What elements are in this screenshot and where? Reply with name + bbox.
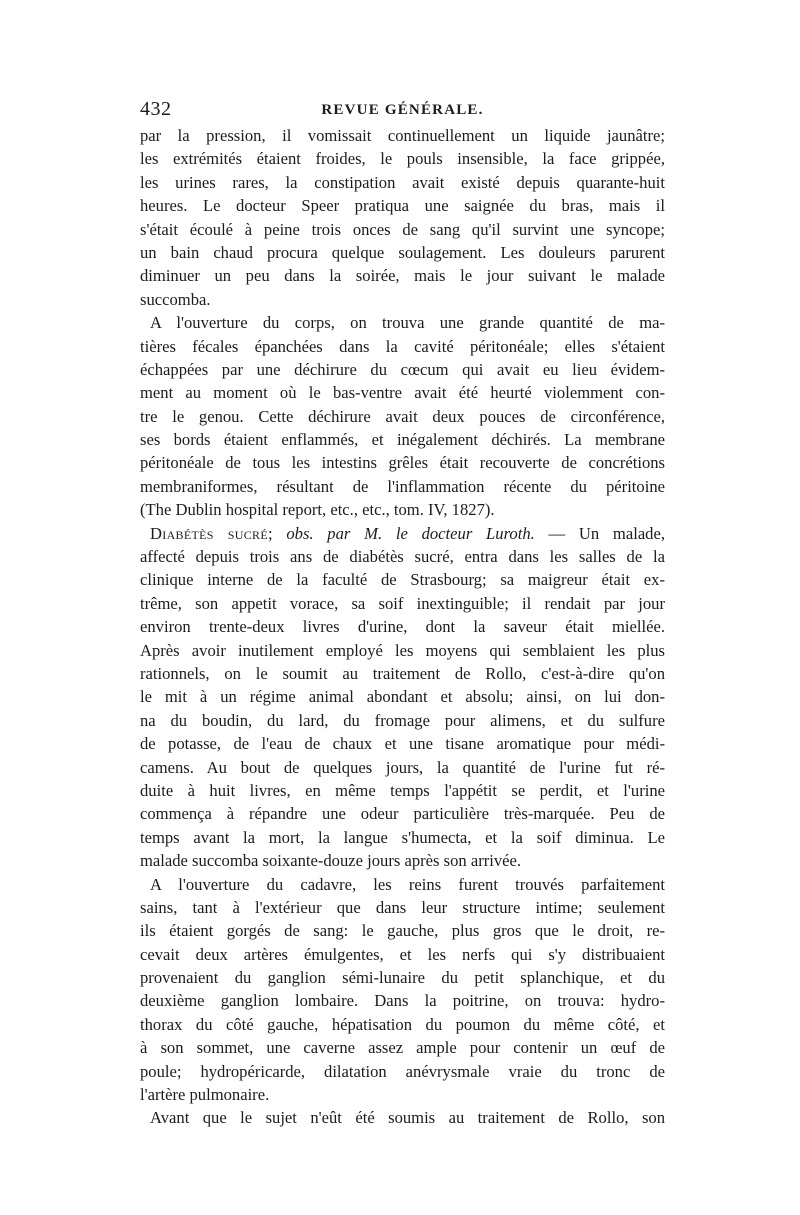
text-line: succomba.: [140, 289, 211, 309]
running-head: REVUE GÉNÉRALE.: [321, 102, 484, 118]
text-line: thorax du côté gauche, hépatisation du poumon du même côté, et: [140, 1014, 665, 1034]
line-text: — Un malade,: [548, 523, 665, 543]
text-line: camens. Au bout de quelques jours, la quantité de l'urine fut ré-: [140, 757, 665, 777]
text-line: diminuer un peu dans la soirée, mais le jour suivant le malade: [140, 266, 665, 286]
text-line: affecté depuis trois ans de diabétès sucré, entra dans les salles de la: [140, 547, 665, 567]
text-line: l'artère pulmonaire.: [140, 1085, 270, 1105]
page-header: [140, 98, 665, 126]
text-line: temps avant la mort, la langue s'humecta, et la soif diminua. Le: [140, 827, 665, 847]
text-line: rationnels, on le soumit au traitement de Rollo, c'est-à-dire qu'on: [140, 663, 665, 683]
text-line: échappées par une déchirure du cœcum qui avait eu lieu évidem-: [140, 359, 665, 379]
text-line: malade succomba soixante-douze jours après son arrivée.: [140, 851, 522, 871]
text-line: poule; hydropéricarde, dilatation anévrysmale vraie du tronc de: [140, 1061, 665, 1081]
text-line: Diabétès sucré; obs. par M. le docteur Luroth. — Un malade,: [150, 523, 665, 543]
text-line: membraniformes, résultant de l'inflammation récente du péritoine: [140, 476, 665, 496]
text-line: (The Dublin hospital report, etc., etc., tom. IV, 1827).: [140, 500, 495, 520]
text-line: à son sommet, une caverne assez ample pour contenir un œuf de: [140, 1038, 665, 1058]
text-line: Après avoir inutilement employé les moyens qui semblaient les plus: [140, 640, 665, 660]
text-line: ils étaient gorgés de sang: le gauche, plus gros que le droit, re-: [140, 921, 665, 941]
text-line: trême, son appetit vorace, sa soif inextinguible; il rendait par jour: [140, 593, 665, 613]
text-line: les extrémités étaient froides, le pouls insensible, la face grippée,: [140, 149, 665, 169]
body-text: [140, 124, 665, 1130]
text-line: A l'ouverture du corps, on trouva une grande quantité de ma-: [150, 313, 665, 333]
observation-credit: obs. par M. le docteur Luroth.: [286, 523, 535, 543]
text-line: tières fécales épanchées dans la cavité péritonéale; elles s'étaient: [140, 336, 665, 356]
text-line: na du boudin, du lard, du fromage pour alimens, et du sulfure: [140, 710, 665, 730]
page-number: 432: [140, 98, 172, 120]
text-line: par la pression, il vomissait continuellement un liquide jaunâtre;: [140, 126, 665, 145]
text-line: ment au moment où le bas-ventre avait été heurté violemment con-: [140, 383, 665, 403]
text-line: provenaient du ganglion sémi-lunaire du petit splanchique, et du: [140, 968, 665, 988]
text-line: péritonéale de tous les intestins grêles était recouverte de concrétions: [140, 453, 665, 473]
text-line: tre le genou. Cette déchirure avait deux pouces de circonférence,: [140, 406, 665, 426]
text-line: environ trente-deux livres d'urine, dont la saveur était miellée.: [140, 617, 665, 637]
text-line: cevait deux artères émulgentes, et les nerfs qui s'y distribuaient: [140, 944, 665, 964]
section-heading: Diabétès sucré: [150, 523, 268, 543]
text-line: clinique interne de la faculté de Strasbourg; sa maigreur était ex-: [140, 570, 665, 590]
text-line: les urines rares, la constipation avait existé depuis quarante-huit: [140, 172, 665, 192]
text-line: de potasse, de l'eau de chaux et une tisane aromatique pour médi-: [140, 734, 665, 754]
text-line: heures. Le docteur Speer pratiqua une saignée du bras, mais il: [140, 196, 665, 216]
text-line: duite à huit livres, en même temps l'appétit se perdit, et l'urine: [140, 780, 665, 800]
text-line: le mit à un régime animal abondant et absolu; ainsi, on lui don-: [140, 687, 665, 707]
text-line: deuxième ganglion lombaire. Dans la poitrine, on trouva: hydro-: [140, 991, 665, 1011]
text-line: sains, tant à l'extérieur que dans leur structure intime; seulement: [140, 897, 665, 917]
text-line: commença à répandre une odeur particulière très-marquée. Peu de: [140, 804, 665, 824]
text-line: Avant que le sujet n'eût été soumis au traitement de Rollo, son: [150, 1108, 665, 1128]
text-line: A l'ouverture du cadavre, les reins furent trouvés parfaitement: [150, 874, 665, 894]
text-line: un bain chaud procura quelque soulagement. Les douleurs parurent: [140, 242, 665, 262]
text-line: s'était écoulé à peine trois onces de sang qu'il survint une syncope;: [140, 219, 665, 239]
text-line: ses bords étaient enflammés, et inégalement déchirés. La membrane: [140, 430, 665, 450]
